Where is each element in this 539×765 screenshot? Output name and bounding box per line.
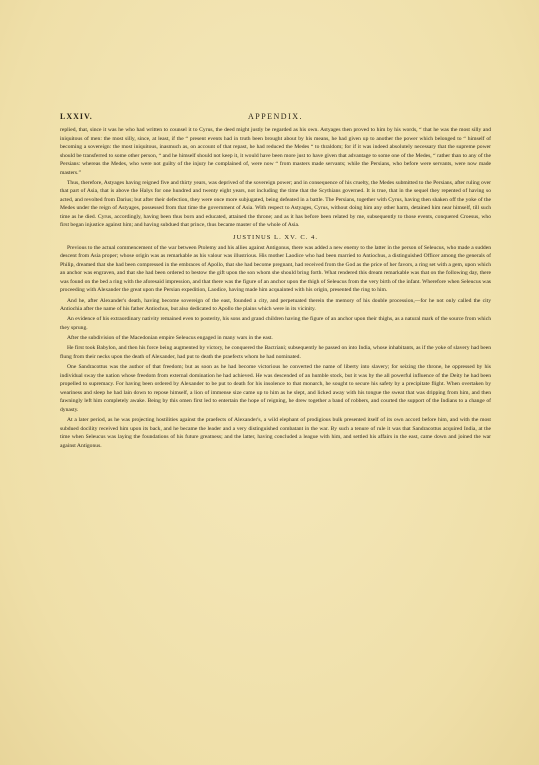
section-heading: JUSTINUS L. XV. C. 4. xyxy=(233,233,318,241)
paragraph: Thus, therefore, Astyages having reigned five and thirty years, was deprived of the sovereign power; and in consequence of his cruelty, the Medes submitted to the Persians, after ruling over that part of Asia, that is above the Halys for one hundred and twenty eight years, not including the time that the Scythians governed. It is true, that in the sequel they repented of having so acted, and revolted from Darius; but after their defection, they were once more subjugated, being defeated in a battle. The Persians, together with Cyrus, having then shaken off the yoke of the Medes under the reign of Astyages, possessed from that time the government of Asia. With respect to Astyages, Cyrus, without doing him any other harm, detained him near himself, till such time as he died. Cyrus, accordingly, having been thus born and educated, attained the throne; and as it has before been related by me, subsequently to those events, conquered Croesus, who first began injustice against him; and having subdued that prince, thus became master of the whole of Asia. xyxy=(60,179,491,229)
paragraph: After the subdivision of the Macedonian empire Seleucus engaged in many wars in the east. xyxy=(67,335,273,342)
page-number: LXXIV. xyxy=(60,112,93,121)
page-body xyxy=(60,126,491,450)
paragraph: He first took Babylon, and then his force being augmented by victory, he conquered the Bactriani; subsequently he passed on into India, whose inhabitants, as if the yoke of slavery had been flung from their necks upon the death of Alexander, had put to death the praefects whom he had nominated. xyxy=(60,345,491,360)
running-head xyxy=(60,112,491,124)
running-title: APPENDIX. xyxy=(247,112,304,121)
paragraph: At a later period, as he was projecting hostilities against the praefects of Alexander's, a wild elephant of prodigious bulk presented itself of its own accord before him, and with the most subdued docility received him upon its back, and he became the leader and a very distinguished combatant in the war. By such a tenure of rule it was that Sandracottus acquired India, at the time when Seleucus was laying the foundations of his future greatness; and the latter, having concluded a league with him, and settled his affairs in the east, came down and joined the war against Antigonus. xyxy=(60,417,491,449)
paragraph: One Sandracottus was the author of that freedom; but as soon as he had become victorious he converted the name of liberty into slavery; for seizing the throne, he oppressed by his individual sway the nation whose freedom from external domination he had achieved. He was descended of an humble stock, but it was by the all powerful influence of the Deity he had been propelled to supremacy. For having been ordered by Alexander to be put to death for his insolence to that monarch, he sought to secure his safety by a precipitate flight. When overtaken by weariness and sleep he had lain down to repose himself, a lion of immense size came up to him as he slept, and licked away with his tongue the sweat that was dripping from him, and then fawningly left him completely awake. Being by this omen first led to entertain the hope of reigning, he drew together a band of robbers, and courted the support of the Indians to a change of dynasty. xyxy=(60,364,491,413)
paragraph: An evidence of his extraordinary nativity remained even to posterity, his sons and grand children having the figure of an anchor upon their thighs, as a natural mark of the source from which they sprung. xyxy=(60,316,491,331)
paragraph: Previous to the actual commencement of the war between Ptolemy and his allies against Antigonus, there was added a new enemy to the latter in the person of Seleucus, who made a sudden descent from Asia proper; whose origin was as remarkable as his valour was illustrious. His mother Laodice who had been married to Antiochus, a distinguished Officer among the generals of Philip, dreamed that she had been compressed in the embraces of Apollo, that she had become pregnant, had received from the God as the price of her favors, a ring set with a gem, upon which an anchor was engraven, and that she had been ordered to bestow the gift upon the son whom she should bring forth. What rendered this dream remarkable was that on the following day, there was found on the bed a ring with the aforesaid impression, and that there was the figure of an anchor upon the thigh of Seleucus from the very birth of the infant. Wherefore when Seleucus was proceeding with Alexander the great upon the Persian expedition, Laodice, having made him acquainted with his origin, presented the ring to him. xyxy=(60,244,491,294)
paragraph: And he, after Alexander's death, having become sovereign of the east, founded a city, and perpetuated therein the memory of his double procession,—for he not only called the city Antiochia after the name of his father Antiochus, but also dedicated to Apollo the plains which were in its vicinity. xyxy=(60,297,491,313)
paragraph: replied, that, since it was he who had written to counsel it to Cyrus, the deed might justly be regarded as his own. Astyages then proved to him by his words, “ that he was the most silly and iniquitous of men: the most silly, since, at least, if the “ present events had in truth been brought about by his means, he had given up to another the power which belonged to “ himself of becoming a sovereign: the most iniquitous, inasmuch as, on account of that repast, he had reduced the Medes “ to thraldom; for if it was indeed absolutely necessary that the supreme power should be transferred to some other person, “ and he himself should not keep it, it would have been more just to have given that advantage to some one of the Medes, “ rather than to any of the Persians: whereas the Medes, who were not guilty of the injury he complained of, were now “ from masters made servants; while the Persians, who before were servants, were now made masters.” xyxy=(60,127,491,176)
